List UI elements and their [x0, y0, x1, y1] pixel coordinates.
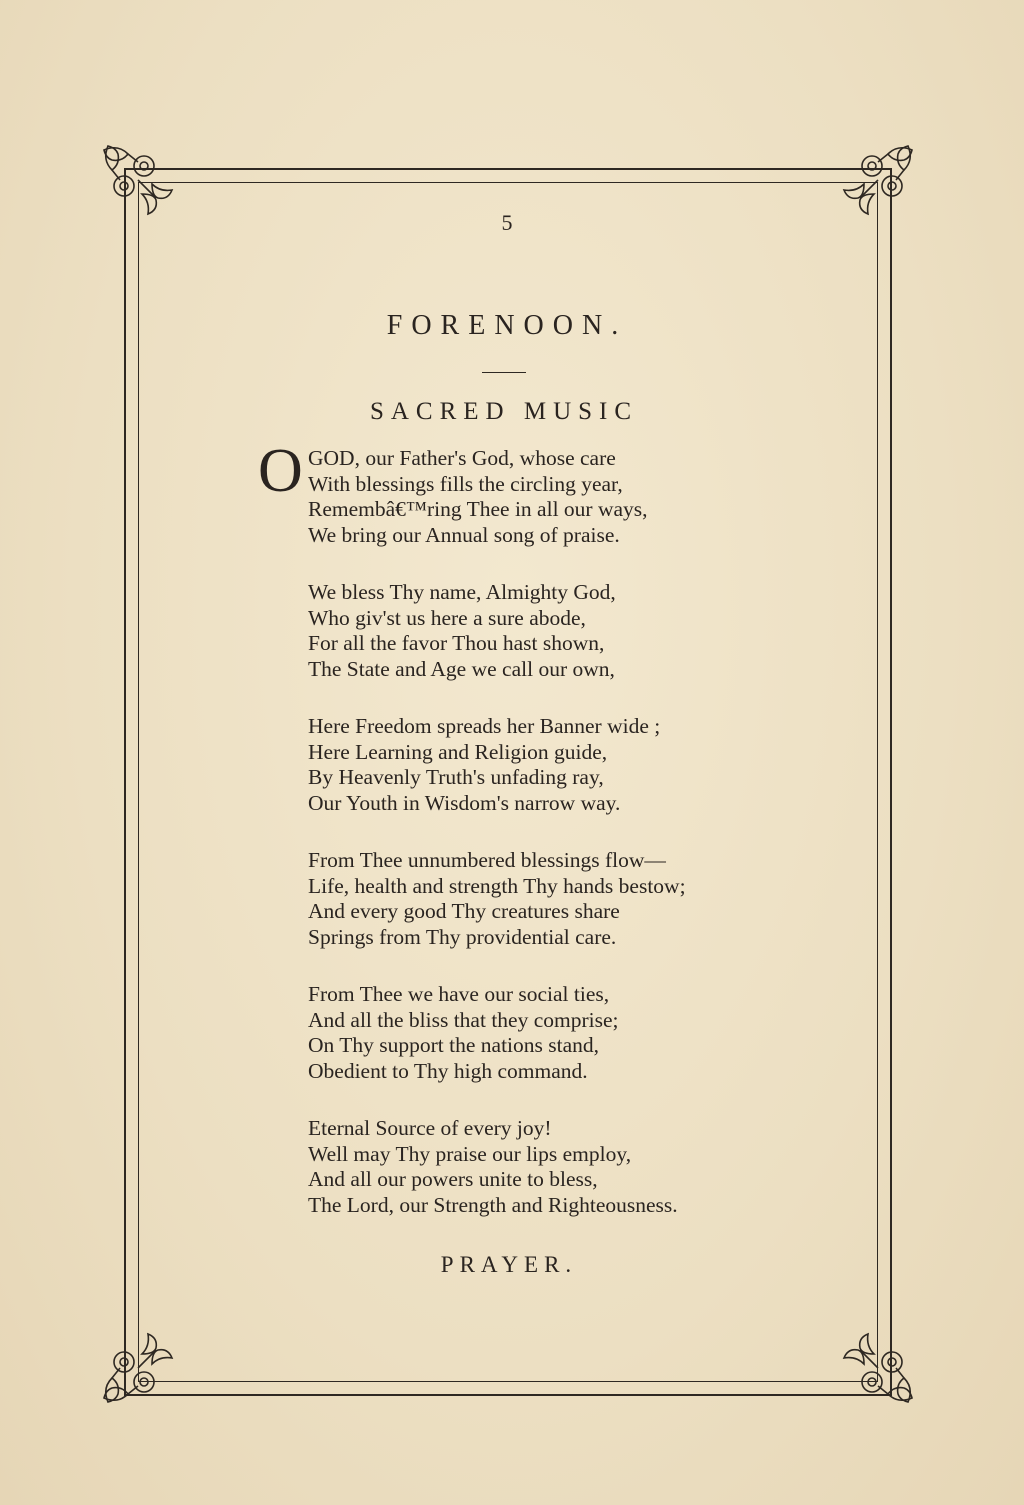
verse-line: The State and Age we call our own,	[308, 656, 615, 681]
stanza	[308, 848, 828, 950]
title-divider	[482, 372, 526, 373]
section-heading: SACRED MUSIC	[369, 398, 639, 425]
verse-line: Obedient to Thy high command.	[308, 1058, 588, 1083]
verse-line: Springs from Thy providential care.	[308, 924, 617, 949]
stanza	[308, 982, 828, 1084]
verse-line: From Thee unnumbered blessings flow—	[308, 848, 666, 872]
verse-line: By Heavenly Truth's unfading ray,	[308, 765, 604, 789]
verse-line: Who giv'st us here a sure abode,	[308, 605, 586, 630]
corner-ornament-icon	[98, 1322, 184, 1408]
drop-cap: O	[258, 437, 303, 505]
verse-line: Here Freedom spreads her Banner wide ;	[308, 714, 661, 738]
stanza	[308, 580, 828, 682]
verse-line: We bless Thy name, Almighty God,	[308, 580, 616, 604]
verse-line: Our Youth in Wisdom's narrow way.	[308, 790, 621, 815]
verse-line: And all the bliss that they comprise;	[308, 1007, 619, 1032]
verse-line: GOD, our Father's God, whose care	[308, 446, 616, 470]
verse-line: And every good Thy creatures share	[308, 899, 620, 923]
hymn-text	[308, 446, 828, 1250]
verse-line: From Thee we have our social ties,	[308, 982, 610, 1006]
prayer-heading: PRAYER.	[440, 1252, 578, 1277]
verse-line: Life, health and strength Thy hands bestow;	[308, 873, 686, 898]
verse-line: Well may Thy praise our lips employ,	[308, 1141, 632, 1166]
stanza	[308, 446, 828, 548]
verse-line: We bring our Annual song of praise.	[308, 522, 620, 547]
verse-line: Eternal Source of every joy!	[308, 1116, 552, 1140]
verse-line: And all our powers unite to bless,	[308, 1167, 598, 1191]
verse-line: The Lord, our Strength and Righteousness.	[308, 1192, 678, 1217]
corner-ornament-icon	[832, 1322, 918, 1408]
page-number: 5	[501, 210, 513, 235]
verse-line: With blessings fills the circling year,	[308, 471, 623, 496]
verse-line: Here Learning and Religion guide,	[308, 739, 608, 764]
verse-line: Remembâ€™ring Thee in all our ways,	[308, 497, 648, 521]
stanza	[308, 1116, 828, 1218]
page-title: FORENOON.	[386, 310, 628, 341]
stanza	[308, 714, 828, 816]
verse-line: For all the favor Thou hast shown,	[308, 631, 605, 655]
verse-line: On Thy support the nations stand,	[308, 1033, 600, 1057]
